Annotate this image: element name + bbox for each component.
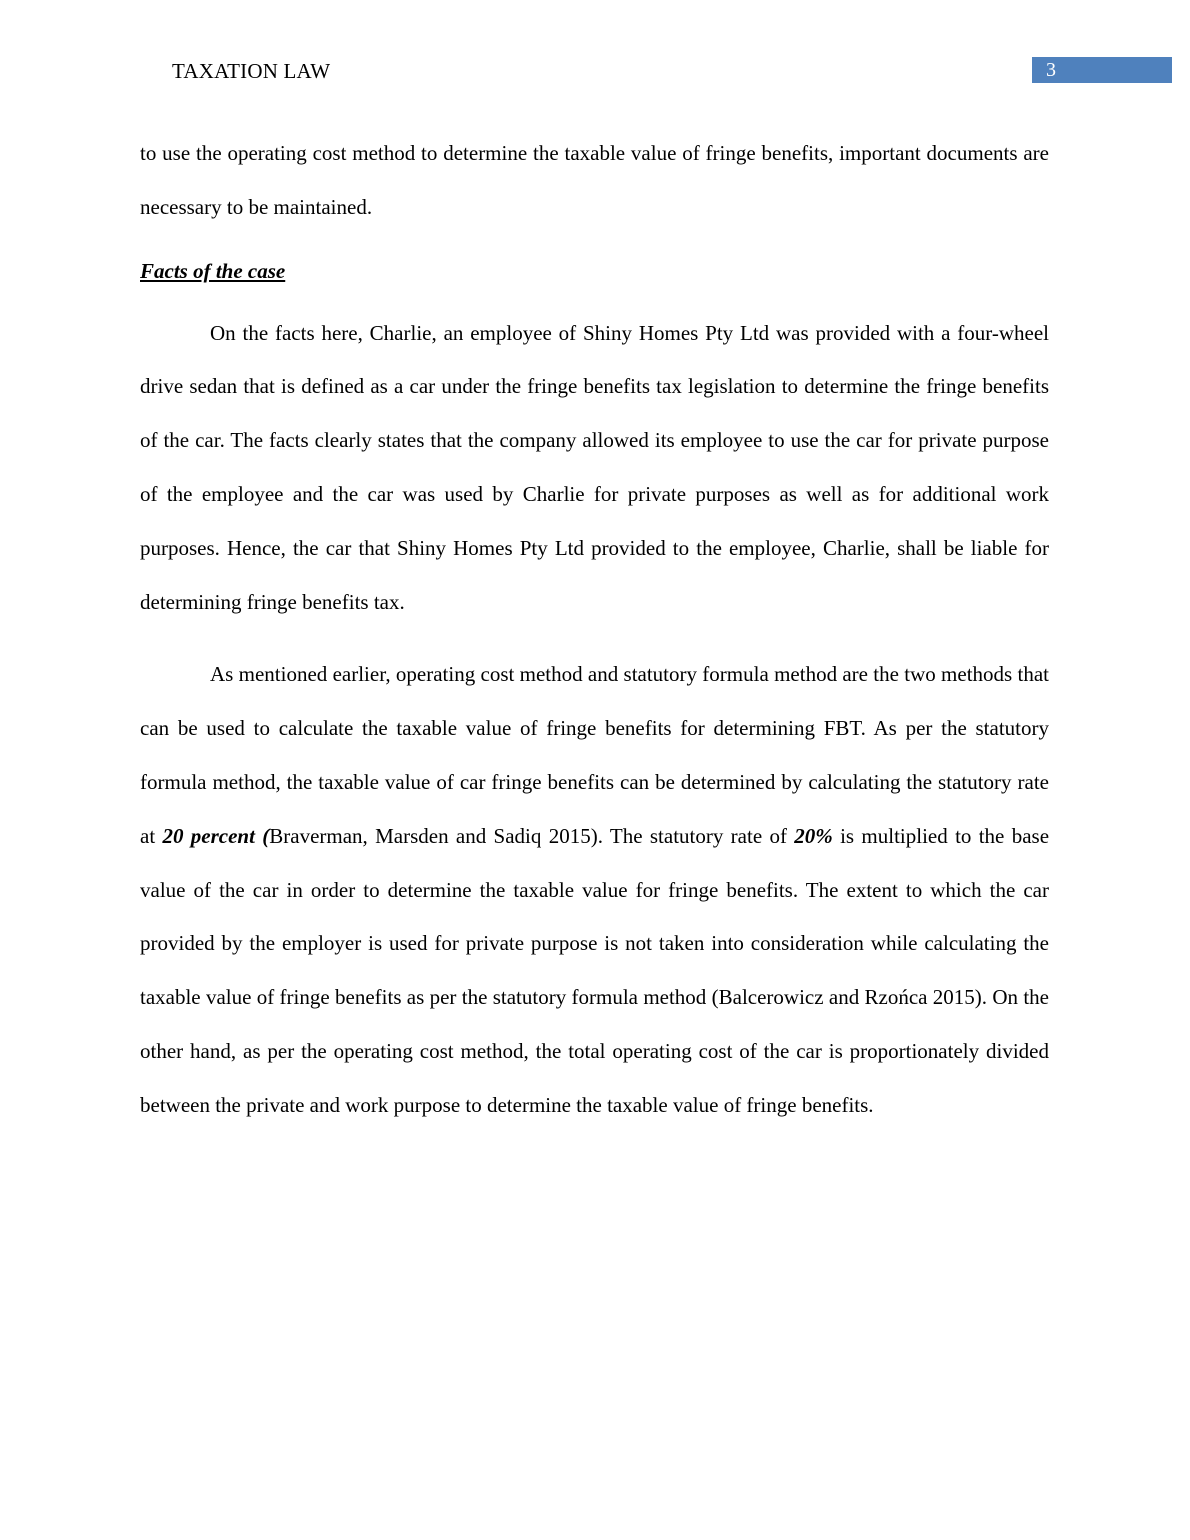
page-number-badge — [1032, 57, 1172, 83]
continuation-paragraph: to use the operating cost method to determine the taxable value of fringe benefits, important documents are necessary to be maintained. — [140, 141, 1049, 219]
statutory-percent-emphasis: 20% — [794, 823, 833, 848]
facts-paragraph: On the facts here, Charlie, an employee of Shiny Homes Pty Ltd was provided with a four-wheel drive sedan that is defined as a car under the fringe benefits tax legislation to determine the fringe benefits of the car. The facts clearly states that the company allowed its employee to use the car for private purpose of the employee and the car was used by Charlie for private purposes as well as for additional work purposes. Hence, the car that Shiny Homes Pty Ltd provided to the employee, Charlie, shall be liable for determining fringe benefits tax. — [140, 320, 1049, 614]
paragraph-spacer — [140, 629, 1049, 648]
methods-text-part2: Braverman, Marsden and Sadiq 2015). The statutory rate of — [269, 823, 795, 848]
section-heading: Facts of the case — [140, 258, 286, 283]
document-body — [140, 127, 1049, 1133]
statutory-rate-emphasis: 20 percent ( — [162, 823, 270, 848]
methods-text-part1: As mentioned earlier, operating cost method and statutory formula method are the two methods that can be used to calculate the taxable value of fringe benefits for determining FBT. As per the statutory formula method, the taxable value of car fringe benefits can be determined by calculating the statutory rate at — [140, 662, 1049, 848]
running-header-title: TAXATION LAW — [172, 59, 331, 83]
page-number: 3 — [1046, 59, 1056, 81]
methods-paragraph — [140, 648, 1049, 1132]
methods-text-part3: is multiplied to the base value of the car in order to determine the taxable value for fringe benefits. The extent to which the car provided by the employer is used for private purpose is not taken into consideration while calculating the taxable value of fringe benefits as per the statutory formula method (Balcerowicz and Rzońca 2015). On the other hand, as per the operating cost method, the total operating cost of the car is proportionately divided between the private and work purpose to determine the taxable value of fringe benefits. — [140, 823, 1050, 1117]
